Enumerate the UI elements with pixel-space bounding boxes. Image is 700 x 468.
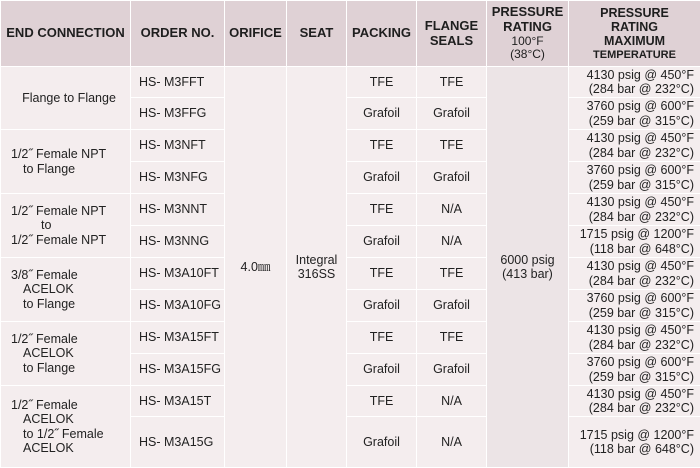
max-temp-cell	[569, 67, 700, 98]
pressure-rating-line2: (413 bar)	[502, 267, 553, 281]
max-temp-psig: 3760 psig @ 600°F	[586, 163, 694, 178]
max-temp-psig: 1715 psig @ 1200°F	[579, 227, 694, 242]
end-connection-cell	[1, 258, 131, 322]
order-no-cell: HS- M3NFG	[131, 162, 225, 194]
max-temp-bar: (259 bar @ 315°C)	[588, 369, 694, 384]
packing-cell: TFE	[347, 67, 417, 98]
max-temp-cell	[569, 130, 700, 162]
end-connection-text: ACELOK	[23, 440, 74, 455]
end-connection-text: 1/2˝ Female NPT	[11, 147, 107, 162]
packing-cell: Grafoil	[347, 226, 417, 258]
order-no-cell: HS- M3A10FT	[131, 258, 225, 290]
table-row	[1, 258, 700, 290]
end-connection-text: 1/2˝ Female NPT	[11, 203, 107, 218]
header-pressure-rating-temp-c: (38°C)	[510, 47, 545, 62]
header-max-line1: PRESSURE	[600, 5, 669, 20]
header-packing: PACKING	[347, 1, 417, 67]
max-temp-cell	[569, 98, 700, 130]
end-connection-cell	[1, 386, 131, 468]
table-row	[1, 67, 700, 98]
end-connection-text: 1/2˝ Female NPT	[11, 232, 107, 247]
max-temp-bar: (284 bar @ 232°C)	[588, 145, 694, 160]
end-connection-text: to 1/2˝ Female	[23, 426, 104, 441]
header-max-line2: RATING	[611, 19, 658, 34]
header-pressure-rating-line1: PRESSURE	[491, 3, 564, 19]
order-no-cell: HS- M3FFG	[131, 98, 225, 130]
end-connection-text: ACELOK	[23, 346, 74, 361]
end-connection-cell	[1, 130, 131, 194]
header-flange-seals-line2: SEALS	[429, 32, 474, 48]
order-no-cell: HS- M3A15FG	[131, 354, 225, 386]
max-temp-bar: (118 bar @ 648°C)	[589, 241, 694, 256]
max-temp-psig: 3760 psig @ 600°F	[586, 291, 694, 306]
end-connection-text: ACELOK	[23, 282, 74, 297]
packing-cell: Grafoil	[347, 417, 417, 468]
flange-seals-cell: TFE	[417, 130, 487, 162]
orifice-cell: 4.0㎜	[225, 67, 287, 468]
flange-seals-cell: TFE	[417, 258, 487, 290]
flange-seals-cell: Grafoil	[417, 98, 487, 130]
table-row	[1, 194, 700, 226]
max-temp-psig: 3760 psig @ 600°F	[586, 355, 694, 370]
table-row	[1, 130, 700, 162]
max-temp-bar: (118 bar @ 648°C)	[589, 442, 694, 456]
packing-cell: TFE	[347, 386, 417, 417]
max-temp-cell	[569, 322, 700, 354]
header-max-temperature	[569, 1, 700, 67]
end-connection-text: 3/8˝ Female	[11, 267, 78, 282]
end-connection-text: Flange to Flange	[22, 90, 116, 105]
max-temp-bar: (284 bar @ 232°C)	[588, 209, 694, 224]
end-connection-text: to Flange	[23, 296, 76, 311]
max-temp-psig: 4130 psig @ 450°F	[586, 386, 694, 401]
max-temp-psig: 1715 psig @ 1200°F	[579, 427, 694, 442]
header-flange-seals	[417, 1, 487, 67]
order-no-cell: HS- M3A15FT	[131, 322, 225, 354]
max-temp-bar: (284 bar @ 232°C)	[588, 337, 694, 352]
header-pressure-rating-temp: 100°F	[511, 33, 544, 48]
header-end-connection: END CONNECTION	[1, 1, 131, 67]
max-temp-psig: 4130 psig @ 450°F	[586, 323, 694, 338]
flange-seals-cell: N/A	[417, 194, 487, 226]
flange-seals-cell: N/A	[417, 417, 487, 468]
end-connection-text: to	[41, 218, 52, 233]
max-temp-cell	[569, 226, 700, 258]
end-connection-text: 1/2˝ Female	[11, 397, 78, 412]
max-temp-cell	[569, 417, 700, 468]
max-temp-psig: 3760 psig @ 600°F	[586, 99, 694, 114]
end-connection-text: ACELOK	[23, 412, 74, 427]
packing-cell: TFE	[347, 322, 417, 354]
end-connection-cell	[1, 67, 131, 130]
packing-cell: Grafoil	[347, 98, 417, 130]
order-no-cell: HS- M3A10FG	[131, 290, 225, 322]
packing-cell: Grafoil	[347, 162, 417, 194]
max-temp-bar: (284 bar @ 232°C)	[588, 82, 694, 96]
max-temp-bar: (284 bar @ 232°C)	[588, 401, 694, 415]
end-connection-cell	[1, 194, 131, 258]
max-temp-bar: (259 bar @ 315°C)	[588, 177, 694, 192]
max-temp-cell	[569, 258, 700, 290]
max-temp-cell	[569, 162, 700, 194]
flange-seals-cell: N/A	[417, 226, 487, 258]
order-no-cell: HS- M3NNT	[131, 194, 225, 226]
max-temp-cell	[569, 354, 700, 386]
flange-seals-cell: Grafoil	[417, 162, 487, 194]
header-seat: SEAT	[287, 1, 347, 67]
table-row	[1, 322, 700, 354]
max-temp-psig: 4130 psig @ 450°F	[586, 195, 694, 210]
flange-seals-cell: N/A	[417, 386, 487, 417]
flange-seals-cell: Grafoil	[417, 354, 487, 386]
order-no-cell: HS- M3NNG	[131, 226, 225, 258]
header-pressure-rating-line2: RATING	[503, 18, 552, 34]
max-temp-cell	[569, 386, 700, 417]
max-temp-cell	[569, 194, 700, 226]
order-no-cell: HS- M3NFT	[131, 130, 225, 162]
flange-seals-cell: TFE	[417, 322, 487, 354]
end-connection-text: 1/2˝ Female	[11, 331, 78, 346]
max-temp-psig: 4130 psig @ 450°F	[586, 67, 694, 82]
packing-cell: TFE	[347, 130, 417, 162]
max-temp-psig: 4130 psig @ 450°F	[586, 131, 694, 146]
packing-cell: Grafoil	[347, 290, 417, 322]
header-max-line4: TEMPERATURE	[593, 48, 676, 61]
max-temp-bar: (259 bar @ 315°C)	[588, 305, 694, 320]
end-connection-text: to Flange	[23, 161, 76, 176]
flange-seals-cell: Grafoil	[417, 290, 487, 322]
order-no-cell: HS- M3A15T	[131, 386, 225, 417]
seat-line1: Integral	[295, 252, 338, 267]
pressure-rating-line1: 6000 psig	[500, 252, 555, 267]
seat-line2: 316SS	[297, 267, 336, 281]
pressure-rating-cell	[487, 67, 569, 468]
max-temp-bar: (284 bar @ 232°C)	[588, 273, 694, 288]
max-temp-bar: (259 bar @ 315°C)	[588, 113, 694, 128]
max-temp-psig: 4130 psig @ 450°F	[586, 259, 694, 274]
packing-cell: TFE	[347, 194, 417, 226]
header-flange-seals-line1: FLANGE	[424, 17, 479, 33]
max-temp-cell	[569, 290, 700, 322]
flange-seals-cell: TFE	[417, 67, 487, 98]
header-max-line3: MAXIMUM	[603, 34, 666, 49]
order-no-cell: HS- M3A15G	[131, 417, 225, 468]
packing-cell: TFE	[347, 258, 417, 290]
packing-cell: Grafoil	[347, 354, 417, 386]
end-connection-text: to Flange	[23, 360, 76, 375]
table-row	[1, 386, 700, 417]
order-no-cell: HS- M3FFT	[131, 67, 225, 98]
header-pressure-rating	[487, 1, 569, 67]
end-connection-cell	[1, 322, 131, 386]
seat-cell	[287, 67, 347, 468]
header-order-no: ORDER NO.	[131, 1, 225, 67]
header-orifice: ORIFICE	[225, 1, 287, 67]
